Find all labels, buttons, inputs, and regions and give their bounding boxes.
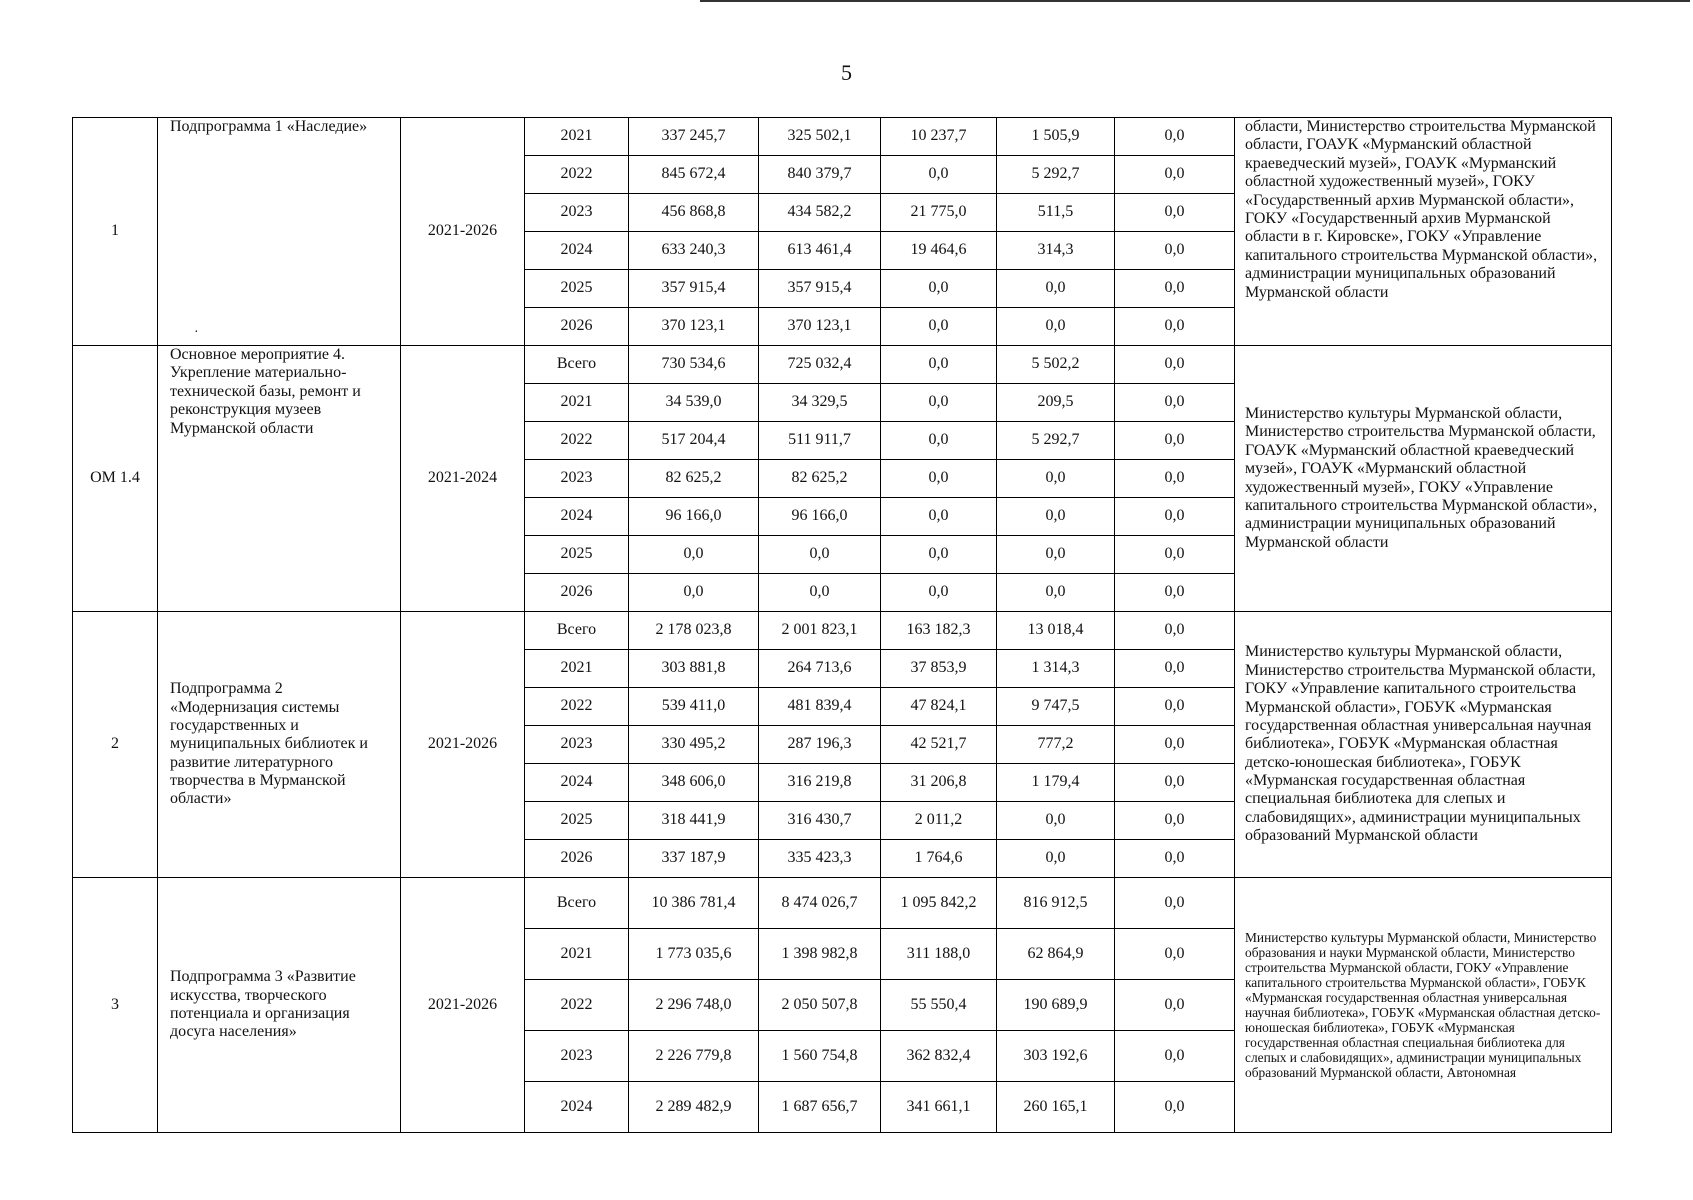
total-value: 2 178 023,8 <box>629 612 759 650</box>
local-value: 0,0 <box>997 574 1115 612</box>
stray-mark: · <box>194 325 199 340</box>
regional-value: 1 398 982,8 <box>759 929 881 980</box>
regional-value: 2 050 507,8 <box>759 980 881 1031</box>
local-value: 13 018,4 <box>997 612 1115 650</box>
local-value: 1 314,3 <box>997 650 1115 688</box>
other-value: 0,0 <box>1115 612 1235 650</box>
other-value: 0,0 <box>1115 1031 1235 1082</box>
other-value: 0,0 <box>1115 688 1235 726</box>
other-value: 0,0 <box>1115 156 1235 194</box>
regional-value: 0,0 <box>759 536 881 574</box>
table-row <box>73 118 1612 156</box>
implementation-period: 2021-2024 <box>401 346 525 612</box>
other-value: 0,0 <box>1115 308 1235 346</box>
other-value: 0,0 <box>1115 840 1235 878</box>
federal-value: 0,0 <box>881 308 997 346</box>
other-value: 0,0 <box>1115 726 1235 764</box>
federal-value: 0,0 <box>881 460 997 498</box>
year-cell: 2025 <box>525 802 629 840</box>
other-value: 0,0 <box>1115 270 1235 308</box>
implementation-period: 2021-2026 <box>401 878 525 1133</box>
table-row <box>73 612 1612 650</box>
local-value: 5 292,7 <box>997 156 1115 194</box>
implementation-period: 2021-2026 <box>401 612 525 878</box>
program-name: Подпрограмма 3 «Развитие искусства, творческого потенциала и организация досуга населения» <box>158 878 401 1133</box>
total-value: 2 226 779,8 <box>629 1031 759 1082</box>
local-value: 9 747,5 <box>997 688 1115 726</box>
other-value: 0,0 <box>1115 929 1235 980</box>
regional-value: 316 219,8 <box>759 764 881 802</box>
year-cell: 2023 <box>525 726 629 764</box>
year-cell: Всего <box>525 878 629 929</box>
other-value: 0,0 <box>1115 1082 1235 1133</box>
federal-value: 42 521,7 <box>881 726 997 764</box>
regional-value: 8 474 026,7 <box>759 878 881 929</box>
other-value: 0,0 <box>1115 574 1235 612</box>
regional-value: 370 123,1 <box>759 308 881 346</box>
year-cell: Всего <box>525 346 629 384</box>
row-number: ОМ 1.4 <box>73 346 158 612</box>
local-value: 5 502,2 <box>997 346 1115 384</box>
regional-value: 357 915,4 <box>759 270 881 308</box>
total-value: 456 868,8 <box>629 194 759 232</box>
federal-value: 19 464,6 <box>881 232 997 270</box>
regional-value: 1 560 754,8 <box>759 1031 881 1082</box>
federal-value: 1 764,6 <box>881 840 997 878</box>
total-value: 633 240,3 <box>629 232 759 270</box>
local-value: 0,0 <box>997 308 1115 346</box>
federal-value: 0,0 <box>881 270 997 308</box>
year-cell: 2026 <box>525 574 629 612</box>
year-cell: 2021 <box>525 384 629 422</box>
federal-value: 311 188,0 <box>881 929 997 980</box>
local-value: 62 864,9 <box>997 929 1115 980</box>
local-value: 511,5 <box>997 194 1115 232</box>
federal-value: 0,0 <box>881 574 997 612</box>
federal-value: 31 206,8 <box>881 764 997 802</box>
regional-value: 335 423,3 <box>759 840 881 878</box>
regional-value: 481 839,4 <box>759 688 881 726</box>
local-value: 190 689,9 <box>997 980 1115 1031</box>
other-value: 0,0 <box>1115 232 1235 270</box>
federal-value: 0,0 <box>881 346 997 384</box>
regional-value: 434 582,2 <box>759 194 881 232</box>
federal-value: 37 853,9 <box>881 650 997 688</box>
year-cell: 2023 <box>525 460 629 498</box>
total-value: 0,0 <box>629 574 759 612</box>
total-value: 1 773 035,6 <box>629 929 759 980</box>
local-value: 0,0 <box>997 536 1115 574</box>
total-value: 82 625,2 <box>629 460 759 498</box>
executors-cell: Министерство культуры Мурманской области, Министерство строительства Мурманской области, ГОАУК «Мурманский областной краеведческий музей», ГОАУК «Мурманский областной художественный музей», ГОКУ «Управление капитального строительства Мурманской области», администрации муниципальных образований Мурманской области <box>1235 346 1612 612</box>
program-name: Подпрограмма 2 «Модернизация системы государственных и муниципальных библиотек и развитие литературного творчества в Мурманской области» <box>158 612 401 878</box>
total-value: 318 441,9 <box>629 802 759 840</box>
row-number: 1 <box>73 118 158 346</box>
total-value: 2 296 748,0 <box>629 980 759 1031</box>
other-value: 0,0 <box>1115 194 1235 232</box>
other-value: 0,0 <box>1115 878 1235 929</box>
regional-value: 840 379,7 <box>759 156 881 194</box>
table-row <box>73 346 1612 384</box>
regional-value: 34 329,5 <box>759 384 881 422</box>
other-value: 0,0 <box>1115 118 1235 156</box>
year-cell: 2023 <box>525 194 629 232</box>
local-value: 5 292,7 <box>997 422 1115 460</box>
federal-value: 362 832,4 <box>881 1031 997 1082</box>
regional-value: 316 430,7 <box>759 802 881 840</box>
local-value: 303 192,6 <box>997 1031 1115 1082</box>
regional-value: 287 196,3 <box>759 726 881 764</box>
table-body <box>73 118 1612 1133</box>
local-value: 0,0 <box>997 498 1115 536</box>
federal-value: 341 661,1 <box>881 1082 997 1133</box>
federal-value: 21 775,0 <box>881 194 997 232</box>
regional-value: 511 911,7 <box>759 422 881 460</box>
total-value: 517 204,4 <box>629 422 759 460</box>
total-value: 96 166,0 <box>629 498 759 536</box>
year-cell: Всего <box>525 612 629 650</box>
federal-value: 47 824,1 <box>881 688 997 726</box>
year-cell: 2024 <box>525 1082 629 1133</box>
year-cell: 2021 <box>525 929 629 980</box>
total-value: 34 539,0 <box>629 384 759 422</box>
local-value: 209,5 <box>997 384 1115 422</box>
year-cell: 2021 <box>525 118 629 156</box>
year-cell: 2022 <box>525 422 629 460</box>
table-row <box>73 878 1612 929</box>
other-value: 0,0 <box>1115 384 1235 422</box>
executors-cell: Министерство культуры Мурманской области, Министерство образования и науки Мурманской области, Министерство строительства Мурманской области, ГОКУ «Управление капитального строительства Мурманской области», ГОБУК «Мурманская государственная областная универсальная научная библиотека», ГОБУК «Мурманская областная детско-юношеская библиотека», ГОБУК «Мурманская государственная областная специальная библиотека для слепых и слабовидящих», администрации муниципальных образований Мурманской области, Автономная <box>1235 878 1612 1133</box>
federal-value: 163 182,3 <box>881 612 997 650</box>
year-cell: 2024 <box>525 498 629 536</box>
total-value: 348 606,0 <box>629 764 759 802</box>
local-value: 260 165,1 <box>997 1082 1115 1133</box>
total-value: 357 915,4 <box>629 270 759 308</box>
federal-value: 0,0 <box>881 536 997 574</box>
local-value: 314,3 <box>997 232 1115 270</box>
funding-table <box>72 117 1612 1133</box>
year-cell: 2025 <box>525 536 629 574</box>
federal-value: 2 011,2 <box>881 802 997 840</box>
total-value: 845 672,4 <box>629 156 759 194</box>
year-cell: 2022 <box>525 980 629 1031</box>
total-value: 2 289 482,9 <box>629 1082 759 1133</box>
regional-value: 325 502,1 <box>759 118 881 156</box>
local-value: 0,0 <box>997 270 1115 308</box>
other-value: 0,0 <box>1115 346 1235 384</box>
other-value: 0,0 <box>1115 764 1235 802</box>
other-value: 0,0 <box>1115 460 1235 498</box>
year-cell: 2022 <box>525 156 629 194</box>
page-number: 5 <box>841 60 852 85</box>
regional-value: 0,0 <box>759 574 881 612</box>
top-rule <box>700 0 1690 2</box>
local-value: 0,0 <box>997 802 1115 840</box>
regional-value: 96 166,0 <box>759 498 881 536</box>
program-name: Подпрограмма 1 «Наследие» <box>158 118 401 346</box>
total-value: 10 386 781,4 <box>629 878 759 929</box>
program-name: Основное мероприятие 4. Укрепление материально-технической базы, ремонт и реконструкция музеев Мурманской области <box>158 346 401 612</box>
federal-value: 10 237,7 <box>881 118 997 156</box>
total-value: 0,0 <box>629 536 759 574</box>
federal-value: 0,0 <box>881 422 997 460</box>
year-cell: 2024 <box>525 232 629 270</box>
other-value: 0,0 <box>1115 650 1235 688</box>
year-cell: 2025 <box>525 270 629 308</box>
total-value: 337 187,9 <box>629 840 759 878</box>
total-value: 730 534,6 <box>629 346 759 384</box>
federal-value: 0,0 <box>881 384 997 422</box>
federal-value: 0,0 <box>881 156 997 194</box>
year-cell: 2024 <box>525 764 629 802</box>
regional-value: 725 032,4 <box>759 346 881 384</box>
local-value: 1 179,4 <box>997 764 1115 802</box>
regional-value: 1 687 656,7 <box>759 1082 881 1133</box>
federal-value: 0,0 <box>881 498 997 536</box>
regional-value: 613 461,4 <box>759 232 881 270</box>
other-value: 0,0 <box>1115 498 1235 536</box>
total-value: 539 411,0 <box>629 688 759 726</box>
year-cell: 2023 <box>525 1031 629 1082</box>
executors-cell: Министерство культуры Мурманской области, Министерство строительства Мурманской области, ГОКУ «Управление капитального строительства Мурманской области», ГОБУК «Мурманская государственная областная универсальная научная библиотека», ГОБУК «Мурманская областная детско-юношеская библиотека», ГОБУК «Мурманская государственная областная специальная библиотека для слепых и слабовидящих», администрации муниципальных образований Мурманской области <box>1235 612 1612 878</box>
implementation-period: 2021-2026 <box>401 118 525 346</box>
other-value: 0,0 <box>1115 422 1235 460</box>
row-number: 2 <box>73 612 158 878</box>
local-value: 816 912,5 <box>997 878 1115 929</box>
year-cell: 2026 <box>525 840 629 878</box>
local-value: 1 505,9 <box>997 118 1115 156</box>
total-value: 330 495,2 <box>629 726 759 764</box>
regional-value: 82 625,2 <box>759 460 881 498</box>
local-value: 0,0 <box>997 840 1115 878</box>
other-value: 0,0 <box>1115 980 1235 1031</box>
regional-value: 264 713,6 <box>759 650 881 688</box>
local-value: 0,0 <box>997 460 1115 498</box>
local-value: 777,2 <box>997 726 1115 764</box>
federal-value: 1 095 842,2 <box>881 878 997 929</box>
federal-value: 55 550,4 <box>881 980 997 1031</box>
year-cell: 2026 <box>525 308 629 346</box>
other-value: 0,0 <box>1115 802 1235 840</box>
regional-value: 2 001 823,1 <box>759 612 881 650</box>
year-cell: 2021 <box>525 650 629 688</box>
year-cell: 2022 <box>525 688 629 726</box>
total-value: 370 123,1 <box>629 308 759 346</box>
row-number: 3 <box>73 878 158 1133</box>
other-value: 0,0 <box>1115 536 1235 574</box>
total-value: 303 881,8 <box>629 650 759 688</box>
executors-cell: области, Министерство строительства Мурманской области, ГОАУК «Мурманский областной краеведческий музей», ГОАУК «Мурманский областной художественный музей», ГОКУ «Государственный архив Мурманской области», ГОКУ «Государственный архив Мурманской области в г. Кировске», ГОКУ «Управление капитального строительства Мурманской области», администрации муниципальных образований Мурманской области <box>1235 118 1612 346</box>
total-value: 337 245,7 <box>629 118 759 156</box>
